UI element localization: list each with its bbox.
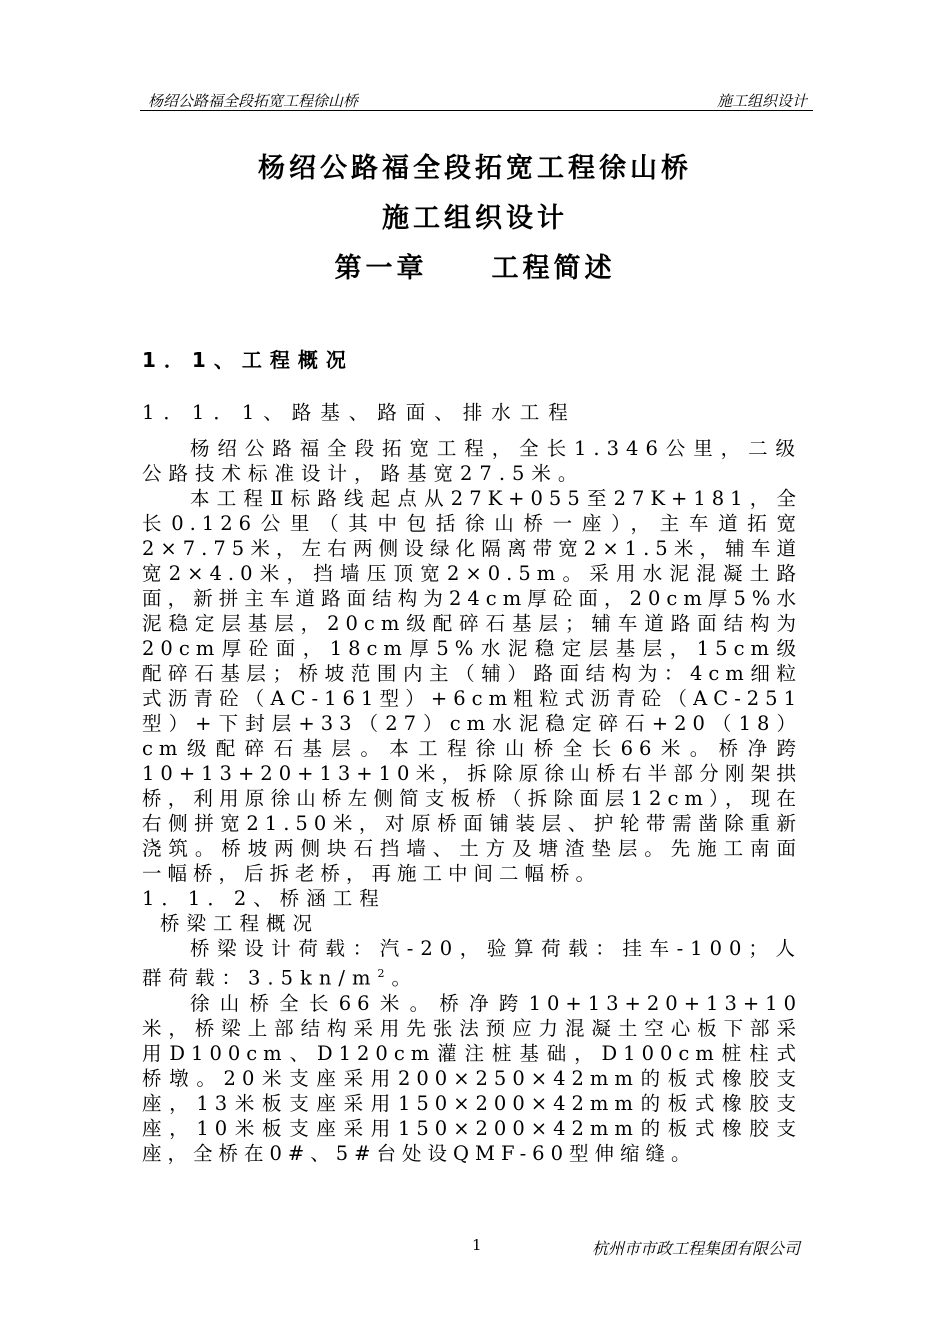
header-project-name: 杨绍公路福全段拓宽工程徐山桥 xyxy=(148,92,359,110)
subheading-bridge-overview: 桥梁工程概况 xyxy=(160,912,320,935)
paragraph-design-load xyxy=(142,936,802,991)
header-doc-type: 施工组织设计 xyxy=(716,92,807,110)
document-title: 杨绍公路福全段拓宽工程徐山桥 xyxy=(258,153,692,184)
page-number: 1 xyxy=(472,1236,482,1254)
paragraph-overview: 杨绍公路福全段拓宽工程，全长1.346公里，二级公路技术标准设计，路基宽27.5米。 xyxy=(142,437,802,485)
paragraph-bridge-structure: 徐山桥全长66米。桥净跨10+13+20+13+10米，桥梁上部结构采用先张法预应力混凝土空心板下部采用D100cm、D120cm灌注桩基础，D100cm桩柱式桥墩。20米支座采用200×250×42mm的板式橡胶支座，13米板支座采用150×200×42mm的板式橡胶支座，10米板支座采用150×200×42mm的板式橡胶支座，全桥在0#、5#台处设QMF-60型伸缩缝。 xyxy=(142,991,802,1165)
section-heading-1-1-1: 1．1．1、路基、路面、排水工程 xyxy=(142,401,577,424)
superscript-2: 2 xyxy=(377,967,392,980)
design-load-end: 。 xyxy=(391,966,418,990)
footer-company: 杭州市市政工程集团有限公司 xyxy=(592,1239,801,1258)
chapter-heading xyxy=(0,246,950,285)
design-load-text: 桥梁设计荷载：汽-20，验算荷载：挂车-100；人群荷载：3.5kn/m xyxy=(142,937,802,990)
section-heading-1-1: 1．1、工程概况 xyxy=(142,348,354,372)
document-subtitle: 施工组织设计 xyxy=(382,203,568,234)
page-header xyxy=(140,88,813,111)
chapter-name: 工程简述 xyxy=(491,253,616,284)
body-content xyxy=(142,436,802,1166)
chapter-number: 第一章 xyxy=(334,253,428,284)
paragraph-scope: 本工程Ⅱ标路线起点从27K+055至27K+181，全长0.126公里（其中包括徐山桥一座），主车道拓宽2×7.75米，左右两侧设绿化隔离带宽2×1.5米，辅车道宽2×4.0米，挡墙压顶宽2×0.5m。采用水泥混凝土路面，新拼主车道路面结构为24cm厚砼面，20cm厚5%水泥稳定层基层，20cm级配碎石基层；辅车道路面结构为20cm厚砼面，18cm厚5%水泥稳定层基层，15cm级配碎石基层；桥坡范围内主（辅）路面结构为：4cm细粒式沥青砼（AC-161型）+6cm粗粒式沥青砼（AC-251型）+下封层+33（27）cm水泥稳定碎石+20（18）cm级配碎石基层。本工程徐山桥全长66米。桥净跨10+13+20+13+10米，拆除原徐山桥右半部分刚架拱桥，利用原徐山桥左侧简支板桥（拆除面层12cm），现在右侧拼宽21.50米，对原桥面铺装层、护轮带需凿除重新浇筑。桥坡两侧块石挡墙、土方及塘渣垫层。先施工南面一幅桥，后拆老桥，再施工中间二幅桥。 xyxy=(142,487,802,885)
section-heading-1-1-2: 1．1．2、桥涵工程 xyxy=(142,887,386,910)
